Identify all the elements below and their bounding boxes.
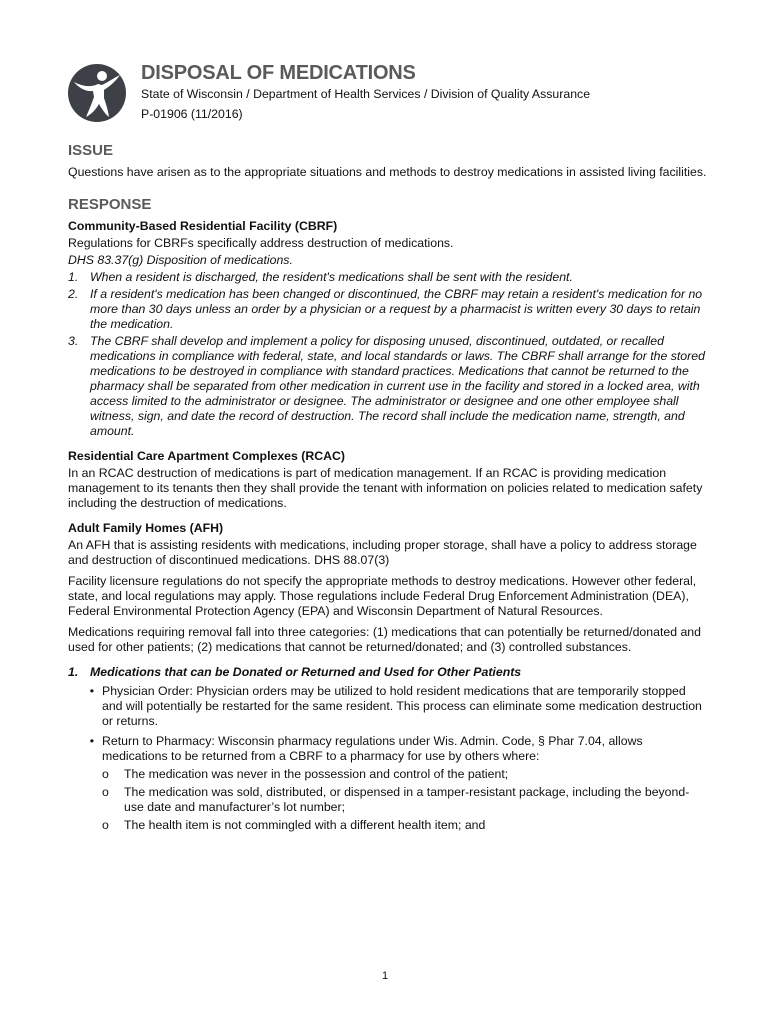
sub-bullet-list <box>102 767 708 833</box>
cbrf-intro: Regulations for CBRFs specifically address destruction of medications. <box>68 236 454 250</box>
afh-text: An AFH that is assisting residents with medications, including proper storage, shall have a policy to address storage and destruction of discontinued medications. DHS 88.07(3) <box>68 538 697 567</box>
wisconsin-dhs-logo-icon <box>68 64 126 122</box>
cbrf-rule-list <box>68 270 708 439</box>
sub-bullet-text: The medication was never in the possession and control of the patient; <box>124 767 509 781</box>
bullet-text: Physician Order: Physician orders may be utilized to hold resident medications that are temporarily stopped and will potentially be restarted for the same resident. This process can eliminate some medication destruction or returns. <box>102 684 702 728</box>
facility-regulations-text: Facility licensure regulations do not specify the appropriate methods to destroy medications. However other federal, state, and local regulations may apply. Those regulations include Federal Drug Enforcement Administration (DEA), Federal Environmental Protection Agency (EPA) and Wisconsin Department of Natural Resources. <box>68 574 697 618</box>
issue-text: Questions have arisen as to the appropriate situations and methods to destroy medications in assisted living facilities. <box>68 165 707 179</box>
bullet-text: Return to Pharmacy: Wisconsin pharmacy regulations under Wis. Admin. Code, § Phar 7.04, allows medications to be returned from a CBRF to a pharmacy for use by others where: <box>102 734 643 763</box>
category-1-heading <box>68 665 708 680</box>
issue-heading: ISSUE <box>68 142 114 159</box>
category-1-bullet-list <box>68 684 708 836</box>
list-text: When a resident is discharged, the resident's medications shall be sent with the resident. <box>90 270 573 284</box>
afh-heading: Adult Family Homes (AFH) <box>68 521 224 535</box>
list-number: 2. <box>68 287 79 301</box>
category-title: Medications that can be Donated or Returned and Used for Other Patients <box>90 665 522 679</box>
circle-bullet-icon: o <box>102 767 109 781</box>
list-text: If a resident's medication has been changed or discontinued, the CBRF may retain a resident's medication for no more than 30 days unless an order by a physician or a request by a pharmacist is written every 30 days to retain the medication. <box>90 287 703 331</box>
response-heading: RESPONSE <box>68 196 152 213</box>
cbrf-citation: DHS 83.37(g) Disposition of medications. <box>68 253 293 267</box>
list-item <box>68 334 708 439</box>
list-item <box>68 734 708 836</box>
categories-text: Medications requiring removal fall into three categories: (1) medications that can potentially be returned/donated and used for other patients; (2) medications that cannot be returned/donated; and (3) controlled substances. <box>68 625 701 654</box>
list-number: 1. <box>68 270 79 284</box>
document-body <box>68 142 708 841</box>
list-item <box>102 818 708 833</box>
form-number: P-01906 (11/2016) <box>141 107 243 121</box>
circle-bullet-icon: o <box>102 785 109 799</box>
list-item <box>102 767 708 782</box>
sub-bullet-text: The health item is not commingled with a different health item; and <box>124 818 486 832</box>
category-number: 1. <box>68 665 79 679</box>
bullet-icon: • <box>89 684 94 698</box>
list-item <box>68 270 708 285</box>
rcac-text: In an RCAC destruction of medications is part of medication management. If an RCAC is providing medication management to its tenants then they shall provide the tenant with information on policies related to medication safety including the destruction of medications. <box>68 466 703 510</box>
bullet-icon: • <box>89 734 94 748</box>
list-item <box>68 684 708 729</box>
list-item <box>68 287 708 332</box>
document-title: DISPOSAL OF MEDICATIONS <box>141 62 416 84</box>
list-number: 3. <box>68 334 79 348</box>
rcac-heading: Residential Care Apartment Complexes (RCAC) <box>68 449 345 463</box>
list-item <box>102 785 708 815</box>
list-text: The CBRF shall develop and implement a policy for disposing unused, discontinued, outdated, or recalled medications in compliance with federal, state, and local standards or laws. The CBRF shall arrange for the stored medications to be destroyed in compliance with standard practices. Medications that cannot be returned to the pharmacy shall be separated from other medication in current use in the facility and stored in a locked area, with access limited to the administrator or designee. The administrator or designee and one other employee shall witness, sign, and date the record of destruction. The record shall include the medication name, strength, and amount. <box>90 334 705 438</box>
page-number: 1 <box>381 970 389 982</box>
agency-subtitle: State of Wisconsin / Department of Health Services / Division of Quality Assurance <box>141 87 591 101</box>
cbrf-heading: Community-Based Residential Facility (CBRF) <box>68 219 338 233</box>
sub-bullet-text: The medication was sold, distributed, or dispensed in a tamper-resistant package, including the beyond-use date and manufacturer’s lot number; <box>124 785 690 814</box>
circle-bullet-icon: o <box>102 818 109 832</box>
